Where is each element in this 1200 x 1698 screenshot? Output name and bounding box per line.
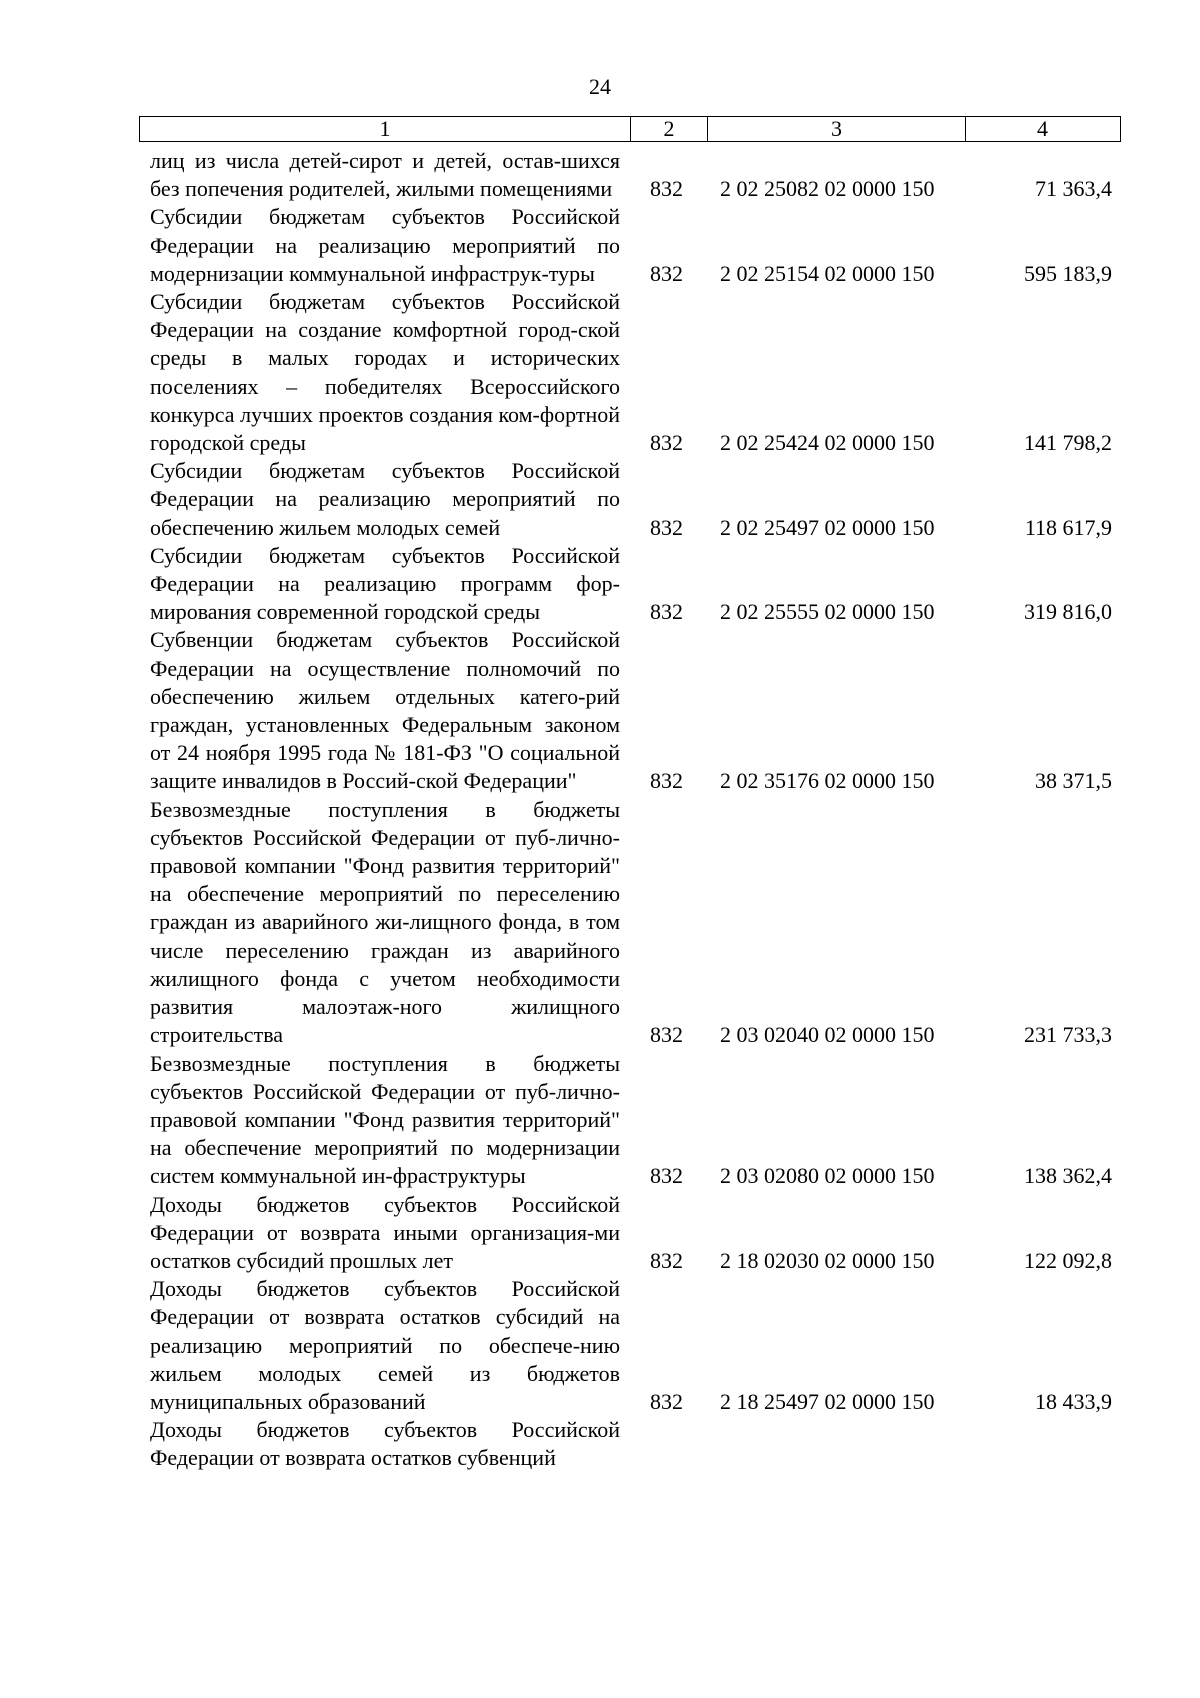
table-row: [0, 1416, 1200, 1472]
table-row: [0, 147, 1200, 203]
table-body: [0, 147, 1200, 1473]
row-admin-code: 832: [650, 1247, 683, 1273]
row-budget-code: 2 03 02080 02 0000 150: [720, 1163, 935, 1189]
row-description: Безвозмездные поступления в бюджеты субъектов Российской Федерации от пуб-лично-правовой компании "Фонд развития территорий" на обеспечение мероприятий по модернизации систем коммунальной ин-фраструктуры: [150, 1050, 620, 1189]
column-header-3: 3: [708, 117, 966, 141]
row-admin-code: 832: [650, 176, 683, 202]
row-admin-code: 832: [650, 1163, 683, 1189]
row-admin-code: 832: [650, 260, 683, 286]
row-admin-code: 832: [650, 768, 683, 794]
page-number: 24: [589, 74, 611, 99]
row-description: Доходы бюджетов субъектов Российской Федерации от возврата иными организация-ми остатков субсидий прошлых лет: [150, 1191, 620, 1273]
row-description: Безвозмездные поступления в бюджеты субъектов Российской Федерации от пуб-лично-правовой компании "Фонд развития территорий" на обеспечение мероприятий по переселению граждан из аварийного жи-лищного фонда, в том числе переселению граждан из аварийного жилищного фонда с учетом необходимости развития малоэтаж-ного жилищного строительства: [150, 796, 620, 1048]
row-description: Субсидии бюджетам субъектов Российской Федерации на реализацию мероприятий по модернизации коммунальной инфраструк-туры: [150, 204, 620, 286]
row-amount: 71 363,4: [1035, 176, 1112, 202]
row-admin-code: 832: [650, 1388, 683, 1414]
row-budget-code: 2 18 25497 02 0000 150: [720, 1388, 935, 1414]
row-budget-code: 2 02 35176 02 0000 150: [720, 768, 935, 794]
table-row: [0, 1050, 1200, 1191]
row-amount: 118 617,9: [1024, 514, 1112, 540]
row-amount: 231 733,3: [1024, 1022, 1112, 1048]
row-amount: 595 183,9: [1024, 260, 1112, 286]
table-row: [0, 1191, 1200, 1276]
row-amount: 38 371,5: [1035, 768, 1112, 794]
row-admin-code: 832: [650, 1022, 683, 1048]
row-amount: 138 362,4: [1024, 1163, 1112, 1189]
row-amount: 122 092,8: [1024, 1247, 1112, 1273]
row-description: Доходы бюджетов субъектов Российской Федерации от возврата остатков субсидий на реализацию мероприятий по обеспече-нию жильем молодых семей из бюджетов муниципальных образований: [150, 1276, 620, 1414]
table-row: [0, 288, 1200, 457]
row-admin-code: 832: [650, 430, 683, 456]
row-amount: 141 798,2: [1024, 430, 1112, 456]
table-row: [0, 457, 1200, 542]
column-header-4: 4: [1037, 116, 1048, 141]
row-budget-code: 2 18 02030 02 0000 150: [720, 1247, 935, 1273]
row-amount: 18 433,9: [1035, 1388, 1112, 1414]
table-row: [0, 203, 1200, 288]
row-amount: 319 816,0: [1024, 599, 1112, 625]
table-row: [0, 542, 1200, 627]
row-description: Субсидии бюджетам субъектов Российской Федерации на реализацию мероприятий по обеспечению жильем молодых семей: [150, 458, 620, 540]
row-budget-code: 2 03 02040 02 0000 150: [720, 1022, 935, 1048]
row-budget-code: 2 02 25082 02 0000 150: [720, 176, 935, 202]
row-description: Субвенции бюджетам субъектов Российской Федерации на осуществление полномочий по обеспечению жильем отдельных катего-рий граждан, установленных Федеральным законом от 24 ноября 1995 года № 181-ФЗ "О социальной защите инвалидов в Россий-ской Федерации": [150, 627, 620, 794]
column-header-1: 1: [140, 117, 631, 141]
row-description: Субсидии бюджетам субъектов Российской Федерации на создание комфортной город-ской среды в малых городах и исторических поселениях – победителях Всероссийского конкурса лучших проектов создания ком-фортной городской среды: [150, 289, 620, 456]
row-admin-code: 832: [650, 514, 683, 540]
table-row: [0, 1275, 1200, 1416]
table-header: [139, 116, 1121, 142]
row-budget-code: 2 02 25154 02 0000 150: [720, 260, 935, 286]
column-header-2: 2: [631, 117, 708, 141]
row-budget-code: 2 02 25497 02 0000 150: [720, 514, 935, 540]
row-description: Доходы бюджетов субъектов Российской Федерации от возврата остатков субвенций: [150, 1417, 620, 1471]
row-budget-code: 2 02 25424 02 0000 150: [720, 430, 935, 456]
row-description: лиц из числа детей-сирот и детей, остав-шихся без попечения родителей, жилыми помещениями: [150, 148, 620, 202]
row-budget-code: 2 02 25555 02 0000 150: [720, 599, 935, 625]
row-description: Субсидии бюджетам субъектов Российской Федерации на реализацию программ фор-мирования современной городской среды: [150, 542, 620, 625]
table-row: [0, 796, 1200, 1050]
table-row: [0, 626, 1200, 795]
row-admin-code: 832: [650, 599, 683, 625]
